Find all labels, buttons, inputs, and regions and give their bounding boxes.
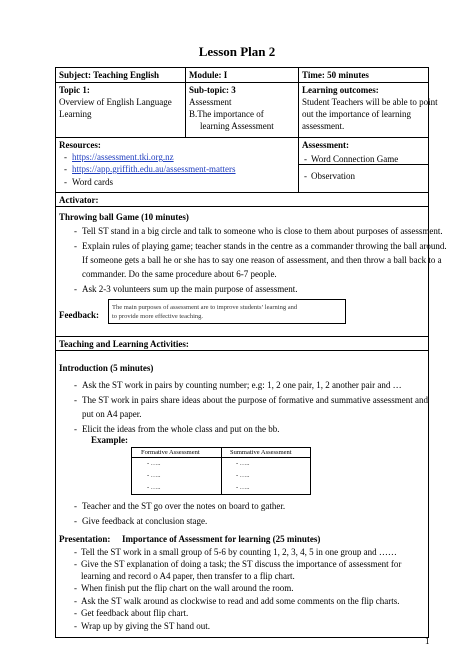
presentation-label: Presentation: — [59, 534, 111, 544]
subtopic-line: B.The importance of — [189, 109, 264, 119]
assessment-item: Observation — [311, 171, 355, 181]
bullet: - — [74, 380, 77, 390]
row-divider — [55, 336, 429, 337]
presentation-title: Importance of Assessment for learning (25 minutes) — [122, 534, 321, 544]
outcomes-line: assessment. — [302, 121, 345, 131]
example-table-column-divider — [221, 448, 222, 494]
assessment-item: Word Connection Game — [311, 154, 399, 164]
intro-line: put on A4 paper. — [82, 409, 142, 419]
tla-label: Teaching and Learning Activities: — [59, 339, 189, 349]
intro-heading: Introduction (5 minutes) — [59, 363, 154, 373]
table-cell: - ….. — [236, 460, 250, 467]
time-label: Time: 50 minutes — [302, 70, 369, 80]
bullet: - — [74, 559, 77, 569]
presentation-line: When finish put the flip chart on the wall around the room. — [81, 583, 294, 593]
activator-heading: Throwing ball Game (10 minutes) — [59, 212, 189, 222]
example-table — [131, 447, 311, 495]
topic-label: Topic 1: — [59, 85, 90, 95]
feedback-line: to provide more effective teaching. — [112, 313, 204, 320]
bullet: - — [74, 583, 77, 593]
bullet: - — [74, 395, 77, 405]
intro-line: The ST work in pairs share ideas about the purpose of formative and summative assessment and — [82, 395, 428, 405]
document-title: Lesson Plan 2 — [198, 44, 276, 59]
column-divider — [298, 67, 299, 192]
table-header: Formative Assessment — [141, 449, 200, 456]
bullet: - — [304, 171, 307, 181]
resource-item: Word cards — [72, 177, 114, 187]
row-divider — [55, 206, 429, 207]
bullet: - — [74, 226, 77, 236]
presentation-line: Tell the ST work in a small group of 5-6 by counting 1, 2, 3, 4, 5 in one group and …… — [81, 547, 397, 557]
table-cell: - ….. — [147, 484, 161, 491]
activator-line: Ask 2-3 volunteers sum up the main purpose of assessment. — [82, 284, 298, 294]
outcomes-line: Student Teachers will be able to point — [302, 97, 438, 107]
activator-line: Explain rules of playing game; teacher stands in the centre as a commander throwing the ball around. — [82, 241, 447, 251]
assessment-label: Assessment: — [302, 140, 349, 150]
subtopic-line: Assessment — [189, 97, 232, 107]
presentation-line: learning and record o A4 paper, then transfer to a flip chart. — [81, 571, 295, 581]
subtopic-line: learning Assessment — [200, 121, 274, 131]
outcomes-line: out the importance of learning — [302, 109, 411, 119]
activator-line: Tell ST stand in a big circle and talk to someone who is close to them about purposes of assessment. — [82, 226, 443, 236]
row-divider — [55, 192, 429, 193]
bullet: - — [64, 164, 67, 174]
activator-line: commander. Do the same procedure about 6-7 people. — [82, 269, 277, 279]
table-cell: - ….. — [236, 472, 250, 479]
topic-line: Overview of English Language — [59, 97, 172, 107]
bullet: - — [64, 177, 67, 187]
bullet: - — [74, 596, 77, 606]
bullet: - — [74, 424, 77, 434]
presentation-line: Give the ST explanation of doing a task; the ST discuss the importance of assessment for — [81, 559, 402, 569]
row-divider — [55, 350, 429, 351]
after-line: Give feedback at conclusion stage. — [82, 516, 208, 526]
page-number: 1 — [425, 636, 430, 646]
topic-line: Learning — [59, 109, 92, 119]
feedback-text — [112, 303, 297, 321]
resource-link[interactable]: https://app.griffith.edu.au/assessment-matters — [72, 164, 236, 174]
presentation-line: Wrap up by giving the ST hand out. — [81, 621, 210, 631]
row-divider — [55, 137, 429, 138]
column-divider — [185, 67, 186, 137]
bullet: - — [74, 547, 77, 557]
subject-label: Subject: Teaching English — [59, 70, 160, 80]
presentation-line: Get feedback about flip chart. — [81, 608, 189, 618]
intro-line: Ask the ST work in pairs by counting number; e.g: 1, 2 one pair, 1, 2 another pair and … — [82, 380, 402, 390]
bullet: - — [74, 621, 77, 631]
table-cell: - ….. — [147, 460, 161, 467]
bullet: - — [64, 152, 67, 162]
row-divider — [55, 82, 429, 83]
presentation-line: Ask the ST walk around as clockwise to read and add some comments on the flip charts. — [81, 596, 400, 606]
table-header: Summative Assessment — [230, 449, 292, 456]
bullet: - — [74, 516, 77, 526]
outcomes-label: Learning outcomes: — [302, 85, 379, 95]
bullet: - — [74, 241, 77, 251]
feedback-label: Feedback: — [59, 310, 99, 320]
table-cell: - ….. — [147, 472, 161, 479]
table-cell: - ….. — [236, 484, 250, 491]
resource-link[interactable]: https://assessment.tki.org.nz — [72, 152, 174, 162]
module-label: Module: I — [189, 70, 228, 80]
intro-line: Elicit the ideas from the whole class and put on the bb. — [82, 424, 280, 434]
bullet: - — [74, 501, 77, 511]
bullet: - — [74, 284, 77, 294]
activator-line: If someone gets a ball he or she has to say one reason of assessment, and then throw a ball back to a — [82, 255, 442, 265]
subtopic-label: Sub-topic: 3 — [189, 85, 236, 95]
activator-label: Activator: — [59, 195, 99, 205]
feedback-line: The main purposes of assessment are to improve students’ learning and — [112, 304, 298, 311]
example-label: Example: — [91, 435, 128, 445]
after-line: Teacher and the ST go over the notes on board to gather. — [82, 501, 286, 511]
resources-label: Resources: — [59, 140, 101, 150]
bullet: - — [304, 154, 307, 164]
bullet: - — [74, 608, 77, 618]
